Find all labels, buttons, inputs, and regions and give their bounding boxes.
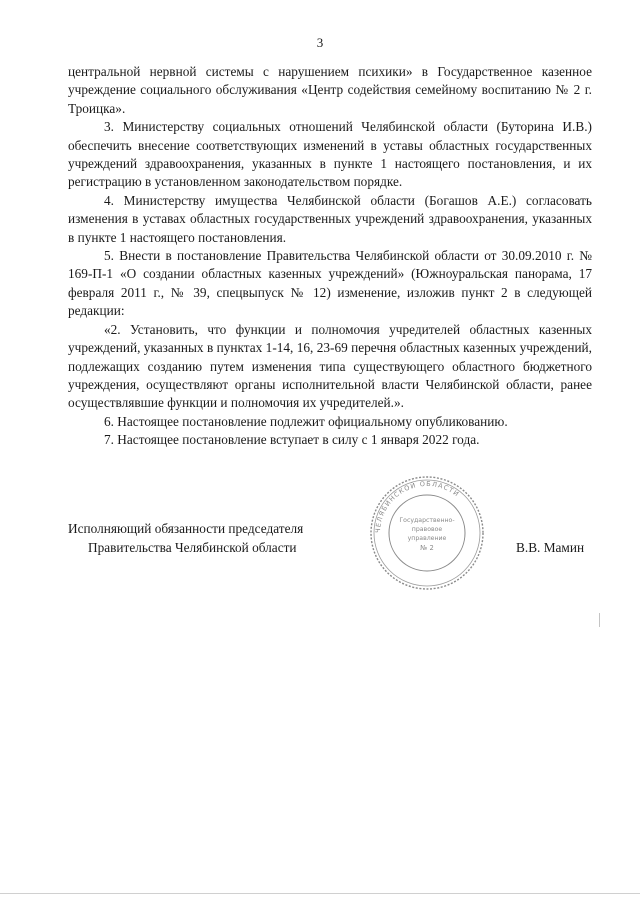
- paragraph-item-4: 4. Министерству имущества Челябинской области (Богашов А.Е.) согласовать изменения в уставах областных государственных учреждений здравоохранения, указанных в пункте 1 настоящего постановления.: [68, 192, 592, 245]
- paragraph-item-5: 5. Внести в постановление Правительства Челябинской области от 30.09.2010 г. № 169-П-1 «О создании областных казенных учреждений» (Южноуральская панорама, 17 февраля 2011 г., № 39, спецвыпуск № 12) изменение, изложив пункт 2 в следующей редакции:: [68, 248, 592, 319]
- official-seal: [368, 474, 486, 592]
- signatory-name: В.В. Мамин: [516, 540, 585, 555]
- paragraph-item-6: 6. Настоящее постановление подлежит официальному опубликованию.: [104, 413, 508, 429]
- seal-inner-line-2: правовое: [411, 526, 443, 533]
- margin-mark: [599, 613, 600, 627]
- paragraph-quoted-amendment: «2. Установить, что функции и полномочия учредителей областных казенных учреждений, указанных в пунктах 1-14, 16, 23-69 перечня областных казенных учреждений, подлежащих созданию путем изменения типа существующего областного бюджетного учреждения, осуществляют органы исполнительной власти Челябинской области, ранее осуществлявшие функции и полномочия их учредителей.».: [68, 321, 592, 411]
- paragraph-continuation: центральной нервной системы с нарушением психики» в Государственное казенное учреждение социального обслуживания «Центр содействия семейному воспитанию № 2 г. Троицка».: [68, 64, 592, 116]
- signatory-position-line-2: Правительства Челябинской области: [88, 540, 297, 555]
- seal-inner-line-3: управление: [407, 535, 447, 542]
- paragraph-item-3: 3. Министерству социальных отношений Челябинской области (Буторина И.В.) обеспечить внесение соответствующих изменений в уставы областных государственных учреждений здравоохранения, указанных в пункте 1 настоящего постановления, и их регистрацию в установленном законодательством порядке.: [68, 119, 592, 190]
- page-number: 3: [316, 35, 324, 50]
- seal-graphic: [368, 474, 486, 592]
- seal-inner-line-4: № 2: [420, 544, 434, 552]
- page-bottom-rule: [0, 893, 640, 894]
- signatory-position-line-1: Исполняющий обязанности председателя: [68, 521, 304, 536]
- seal-outer-text: ЧЕЛЯБИНСКОЙ ОБЛАСТИ: [373, 479, 461, 534]
- paragraph-item-7: 7. Настоящее постановление вступает в силу с 1 января 2022 года.: [104, 432, 480, 448]
- document-body: [68, 63, 592, 450]
- signatory-position: [68, 519, 303, 557]
- seal-inner-line-1: Государственно-: [399, 517, 455, 524]
